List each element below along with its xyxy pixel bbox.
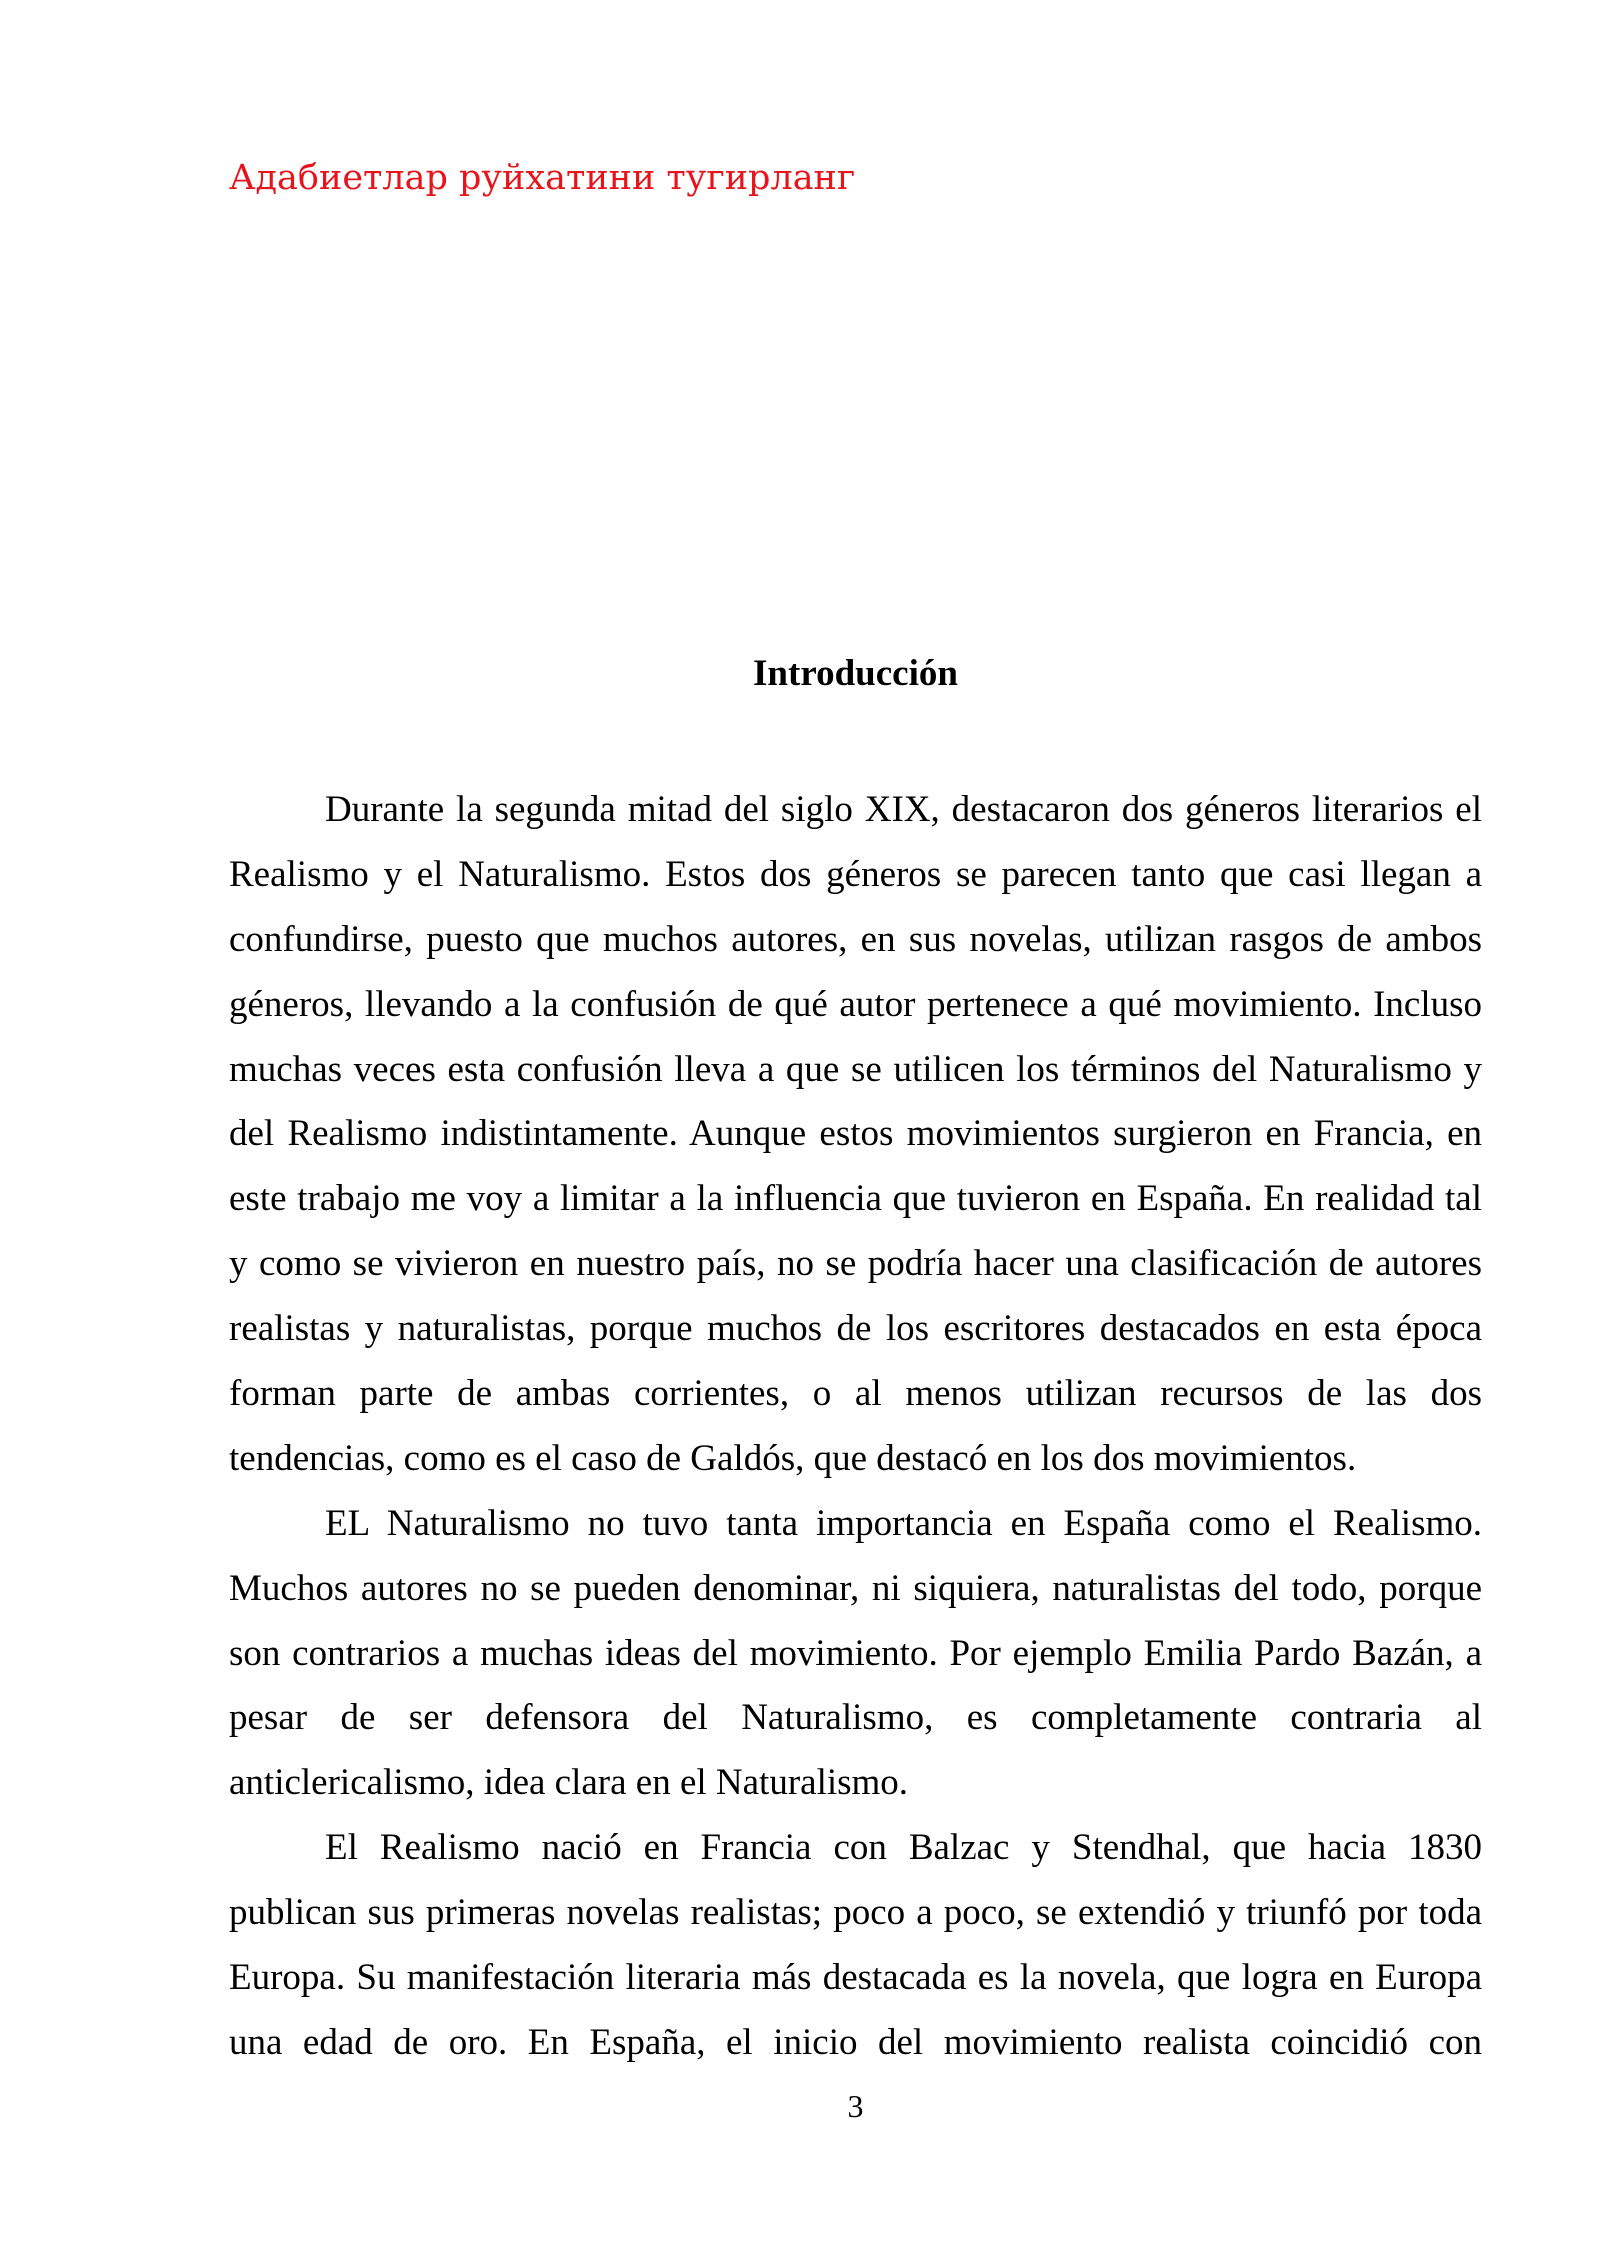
text-line: Durante la segunda mitad del siglo XIX, destacaron dos géneros literarios el (325, 789, 1482, 830)
text-line: publican sus primeras novelas realistas; poco a poco, se extendió y triunfó por toda (229, 1892, 1482, 1934)
text-line: y como se vivieron en nuestro país, no se podría hacer una clasificación de autores (229, 1243, 1482, 1285)
paragraph (229, 1816, 1482, 2076)
text-line: Realismo y el Naturalismo. Estos dos géneros se parecen tanto que casi llegan a (229, 853, 1482, 895)
section-title: Introducción (753, 653, 958, 694)
text-line: Europa. Su manifestación literaria más destacada es la novela, que logra en Europa (229, 1957, 1482, 1999)
paragraph (229, 1492, 1482, 1816)
text-line: anticlericalismo, idea clara en el Naturalismo. (229, 1762, 909, 1804)
text-line: son contrarios a muchas ideas del movimiento. Por ejemplo Emilia Pardo Bazán, a (229, 1632, 1482, 1674)
note-text: Адабиетлар руйхатини тугирланг (229, 158, 856, 198)
text-line: EL Naturalismo no tuvo tanta importancia en España como el Realismo. (325, 1502, 1482, 1544)
paragraph (229, 778, 1482, 1492)
body-text (229, 778, 1482, 2076)
text-line: tendencias, como es el caso de Galdós, que destacó en los dos movimientos. (229, 1437, 1357, 1479)
text-line: este trabajo me voy a limitar a la influencia que tuvieron en España. En realidad tal (229, 1178, 1482, 1220)
text-line: realistas y naturalistas, porque muchos de los escritores destacados en esta época (229, 1308, 1482, 1350)
text-line: confundirse, puesto que muchos autores, en sus novelas, utilizan rasgos de ambos (229, 918, 1482, 960)
text-line: géneros, llevando a la confusión de qué autor pertenece a qué movimiento. Incluso (229, 983, 1482, 1025)
page-number: 3 (847, 2088, 864, 2124)
text-line: pesar de ser defensora del Naturalismo, es completamente contraria al (229, 1697, 1482, 1739)
text-line: El Realismo nació en Francia con Balzac y Stendhal, que hacia 1830 (325, 1827, 1482, 1869)
text-line: del Realismo indistintamente. Aunque estos movimientos surgieron en Francia, en (229, 1113, 1482, 1155)
text-line: muchas veces esta confusión lleva a que se utilicen los términos del Naturalismo y (229, 1048, 1482, 1090)
text-line: forman parte de ambas corrientes, o al menos utilizan recursos de las dos (229, 1373, 1482, 1415)
text-line: Muchos autores no se pueden denominar, ni siquiera, naturalistas del todo, porque (229, 1567, 1482, 1609)
text-line: una edad de oro. En España, el inicio del movimiento realista coincidió con (229, 2021, 1482, 2063)
